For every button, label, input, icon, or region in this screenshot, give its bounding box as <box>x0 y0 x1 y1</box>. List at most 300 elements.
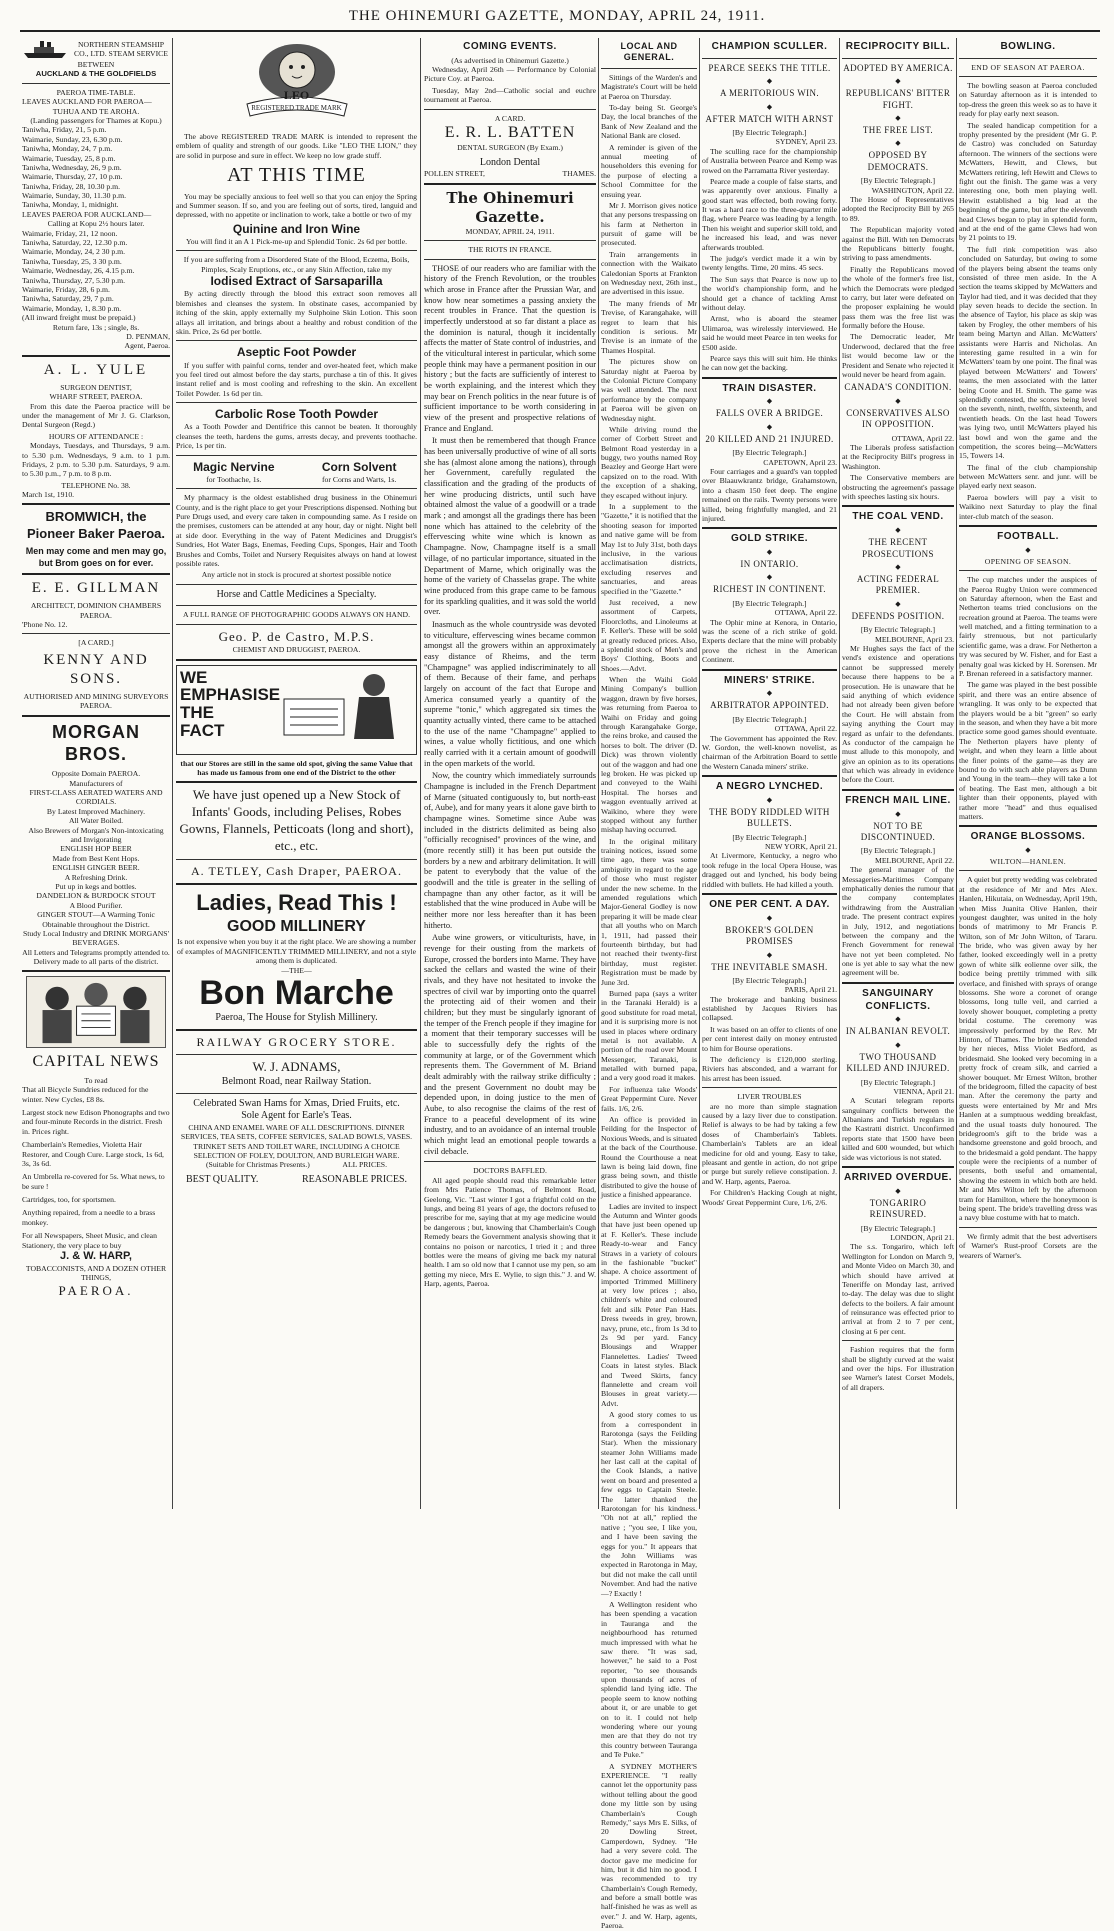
sculler-paragraph: Arnst, who is aboard the steamer Ulimaroa, was wirelessly interviewed. He said he would meet Pearce in ten weeks for £500 aside. <box>702 314 837 352</box>
sail-line: Taniwha, Friday, 28, 10.30 p.m. <box>22 181 121 191</box>
dateline: MELBOURNE, April 23. <box>874 634 954 644</box>
canada-sub: CONSERVATIVES ALSO IN OPPOSITION. <box>846 407 950 430</box>
bon-marche-sub: Paeroa, The House for Stylish Millinery. <box>215 1012 378 1024</box>
train-sub: 20 KILLED AND 21 INJURED. <box>705 433 834 444</box>
presents-row <box>176 1160 417 1169</box>
telegraph-note: [By Electric Telegraph.] <box>732 127 807 137</box>
local-item: A reminder is given of the annual meeting of householders this evening for the purpose of electing a School Committee for the ensuing year. <box>601 142 697 199</box>
pharmacy-text: My pharmacy is the oldest established drug business in the Ohinemuri County, and is the right place to get your Prescriptions dispensed. Nothing but Pure Drugs used, and every care taken in compounding same. As I reside on the premises, customers can be attended at any hour, day or night. Night bell at side door. Everything in the way of Patent Medicines and Druggist's Sundries, Hot Water Bags, Enemas, Feeding Cups, Sponges, Hair and Tooth Brushes and Combs, Toilet and Nursery Requisites always on hand at lowest possible rates. <box>176 493 417 568</box>
emphasise-ad <box>176 665 417 755</box>
divider-diamond: ◆ <box>766 689 773 698</box>
bon-marche: Bon Marche <box>199 974 394 1013</box>
return-line: Waimarie, Friday, 28, 6 p.m. <box>22 284 110 294</box>
timetable-title: PAEROA TIME-TABLE. <box>56 87 136 97</box>
magic-nervine: Magic Nervine <box>193 459 275 474</box>
morgan-line: ENGLISH GINGER BEER. <box>52 863 140 873</box>
corn-solvent: Corn Solvent <box>321 459 397 474</box>
leo-label: LEO <box>283 88 310 102</box>
hacking-cough: For Children's Hacking Cough at night, Woods' Great Peppermint Cure, 1/6, 2/6. <box>702 1188 837 1207</box>
iodised-lead: If you are suffering from a Disordered State of the Blood, Eczema, Boils, Pimples, Scaly Eruptions, etc., or any Skin Affection, take my <box>183 255 410 274</box>
dateline: LONDON, April 21. <box>890 1232 954 1242</box>
divider-diamond: ◆ <box>1025 845 1031 854</box>
divider-diamond: ◆ <box>895 113 901 122</box>
morgan-line: Study Local Industry and DRINK MORGANS' BEVERAGES. <box>23 928 169 948</box>
divider-diamond: ◆ <box>895 599 901 608</box>
morgan-line: ENGLISH HOP BEER <box>60 844 132 854</box>
pollen-street: POLLEN STREET, <box>424 169 485 179</box>
local-item: A good story comes to us from a correspondent in Rarotonga (says the Feilding Star). When the missionary steamer John Williams made her last call at the capital of the Cook Islands, a native went on board and presented a few eggs to Captain Steele. The latter thanked the Rarotongan for his kindness. "Oh not at all," replied the native ; "you see, I like you, and I have been saving the eggs for you." It appears that the John Williams was expected in Rarotonga in May, but did not make the call until November. And had the native—? Exactly ! <box>601 1410 697 1598</box>
kenny-name: KENNY AND SONS. <box>43 651 149 687</box>
divider-diamond: ◆ <box>895 562 901 571</box>
editorial-paragraph: Inasmuch as the whole countryside was devoted to viticulture, effervescing wines became common amongst all the growers within an approximately easy distance of Rheims, and the term "Champagne" was applied indiscriminately to all of them. Because of their fame, and perhaps largely on account of the fact that Europe and America consumed yearly a quantity of the supreme "tonic," which aggregated six times the quantity actually vinted, there came to be attached to the use of the name "Champagne" applied to wines, a value wholly fictitious, and one which really carried with it a certain amount of goodwill in the open markets of the world. <box>424 619 596 768</box>
reciprocity-heading: RECIPROCITY BILL. <box>845 41 951 52</box>
dateline: SYDNEY, April 23. <box>775 137 837 147</box>
local-item: The pictures show on Saturday night at Paeroa by the Colonial Picture Company was well attended. The next performance by the company at Paeroa will be given on Wednesday night. <box>601 357 697 423</box>
orange-paragraph: A quiet but pretty wedding was celebrated at the residence of Mr and Mrs Alex. Hanlen, Hikutaia, on Wednesday, April 19th, when Miss Juanita Olive Hanlen, their youngest daughter, was united in the holy bonds of matrimony to Mr Francis P. Wilton, son of Mr John Wilton, of Tararu. The bride, who was given away by her father, looked exceedingly well in a pretty gown of white silk eolienne over silk, the bodice being prettily trimmed with silk overlace, and finished with sprays of orange blossoms. She wore a coronet of orange blossoms, long tulle veil, and carried a lovely shower bouquet, completing a pretty bridal costume. The ceremony was impressively performed by the Rev. Mr Hinton, of Thames. The bride was attended by her nieces, Miss Violet Bedford, as bridesmaid. She looked very becoming in a pretty frock of cream silk, and carried a shower bouquet. Mr Ernest Wilton, brother of the bridegroom, filled the capacity of best man. After the ceremony the party and guests were entertained by Mr and Mrs Hanlen at a sumptuous wedding breakfast, and the usual toasts duly honoured. The bridegroom's gift to the bride was a handsome greenstone and gold brooch, and to the bridesmaid a gold pendant. The happy couple were the recipients of a number of presents, both useful and ornamental, showing the esteem in which both are held. Mr and Mrs Wilton left by the afternoon tram for Hamilton, where the honeymoon is being spent. The bride's travelling dress was a navy blue costume with hat to match. <box>959 875 1097 1223</box>
miners-sub: ARBITRATOR APPOINTED. <box>710 700 829 711</box>
canada-paragraph: The Liberals profess satisfaction at the Reciprocity Bill's progress in Washington. <box>842 443 954 471</box>
millinery-text: Is not expensive when you buy it at the right place. We are showing a number of examples of MAGNIFICENTLY TRIMMED MILLINERY, and not a style among them is duplicated. <box>176 937 417 966</box>
local-item: A Wellington resident who has been spending a vacation in Tauranga and the neighbourhood has returned much impressed with what he saw there. "It was sad, however," he said to a Post reporter, "to see thousands upon thousands of acres of splendid land lying idle. The people seem to know nothing about it, or are unable to get on to it. I could not help wondering where our young men are that they do not try this country between Tauranga and Te Puke." <box>601 1599 697 1760</box>
column-1 <box>22 38 170 1511</box>
hours-text: Mondays, Tuesdays, and Thursdays, 9 a.m. to 5.30 p.m. Wednesdays, 9 a.m. to 1 p.m. Fridays, 2 p.m. to 5.30 p.m. Saturdays, 9 a.m. to 5.30 p.m., 7 p.m. to 8 p.m. <box>22 441 170 479</box>
route: AUCKLAND & THE GOLDFIELDS <box>35 69 157 79</box>
quinine-heading: Quinine and Iron Wine <box>232 221 361 236</box>
sail-line: Taniwha, Monday, 24, 7 p.m. <box>22 144 113 154</box>
coal-text: Mr Hughes says the fact of the vend's existence and operations cannot be suppressed merely because there happens to be a prosecution. He is unaware that he said anything of which evidence had not already been given before the Court. He will abstain from saying anything the Court may regard as unfair to the defendants. As conductor of the campaign he must allude to this monopoly, and give an opinion as to its operations that which was already in evidence before the Court. <box>842 644 954 785</box>
morgan-line: FIRST-CLASS AERATED WATERS AND CORDIALS. <box>29 788 163 807</box>
emphasise-word: WE <box>180 667 208 687</box>
bowling-sub: END OF SEASON AT PAEROA. <box>971 62 1085 72</box>
negro-sub: THE BODY RIDDLED WITH BULLETS. <box>709 806 830 829</box>
opened-stock: We have just opened up a New Stock of Infants' Goods, including Pelises, Robes Gowns, Flannels, Petticoats (long and short), etc., etc. <box>179 787 414 854</box>
sanguinary-sub: IN ALBANIAN REVOLT. <box>845 1026 951 1037</box>
sanguinary-text: A Scutari telegram reports sanguinary conflicts between the Albanians and Turkish regulars in the Kastratti district. Unconfirmed reports state that 1500 have been killed and 600 wounded, but which side was victorious is not stated. <box>842 1096 954 1162</box>
telegraph-note: [By Electric Telegraph.] <box>732 832 807 842</box>
column-3 <box>424 38 596 1511</box>
reciprocity-sub: ADOPTED BY AMERICA. <box>843 62 953 73</box>
card-label: A CARD. <box>494 113 526 123</box>
carbolic-heading: Carbolic Rose Tooth Powder <box>214 407 379 422</box>
morgan-line: Obtainable throughout the District. <box>42 919 150 929</box>
hours-heading: HOURS OF ATTENDANCE : <box>48 431 144 441</box>
sail-line: Waimarie, Tuesday, 25, 8 p.m. <box>22 153 116 163</box>
percent-paragraph: The deficiency is £120,000 sterling. Riviers has absconded, and a warrant for his arrest has been issued. <box>702 1055 837 1083</box>
reciprocity-paragraph: Finally the Republicans moved the whole of the former's free list, which the Democrats were pledged to carry, but later were defeated on the proposer explaining he would pass them was the free list was formally before the House. <box>842 264 954 331</box>
adnams-address: Belmont Road, near Railway Station. <box>221 1075 372 1087</box>
divider-diamond: ◆ <box>895 139 901 148</box>
column-rule <box>598 38 599 1509</box>
local-item: To-day being St. George's Day, the local branches of the Bank of New Zealand and the National Bank are closed. <box>601 103 697 141</box>
bowling-paragraph: The sealed handicap competition for a trophy presented by the president (Mr G. P. de Castro) was concluded on Saturday afternoon. The winners of the sections were McWatters, Hewitt, and Clews, but McWatters retiring, left Hewitt and Clews to fight out the finish. The game was a very interesting one, both men playing well. Hewitt established a big lead at the beginning of the game, but after the eleventh head Clews began to play in splendid form, and at the end of the game Clews had won by 21 points to 19. <box>959 120 1097 243</box>
harp-title: TOBACCONISTS, AND A DOZEN OTHER THINGS, <box>25 1264 167 1283</box>
liver-text: are no more than simple stagnation caused by a lazy liver due to constipation. Relief is always to be had by taking a few doses of Chamberlain's Tablets. Chamberlain's Tablets are an ideal medicine for old and young. Easy to take, pleasant and gentle in action, do not gripe or purge but surely relieve constipation. J. and W. Harp, agents, Paeroa. <box>702 1101 837 1186</box>
morgan-line: DANDELION & BURDOCK STOUT <box>36 891 156 901</box>
local-item: Burned papa (says a writer in the Taranaki Herald) is a good substitute for road metal, and it is surprising more is not used in places where ordinary metal is not available. A portion of the road over Mount Messenger, Taranaki, is metalled with burned papa, and a very good road it makes. <box>601 988 697 1083</box>
kenny-title: AUTHORISED AND MINING SURVEYORS PAEROA. <box>23 691 169 711</box>
doctors-text: All aged people should read this remarkable letter from Mrs Patience Thomas, of Belmont Road, Geelong, Vic. "Last winter I got a frightful cold on the lungs, and being 81 years of age, the doctors refused to prescribe for me, saying that at my age medicine would be dangerous ; but, knowing that Chamberlain's Cough Remedy bears the Government analysis showing that it contains no poison or narcotics, I tried it ; and three bottles were the means of giving me back my natural health. I am so old now that I cannot use my pen, so am getting my niece, Mrs E. Wylie, to sign this." J. and W. Harp, agents, Paeroa. <box>424 1175 596 1289</box>
railway-grocery: RAILWAY GROCERY STORE. <box>196 1035 397 1050</box>
column-6 <box>842 38 954 1511</box>
telegraph-note: [By Electric Telegraph.] <box>732 714 807 724</box>
reciprocity-paragraph: The Democratic leader, Mr Underwood, declared that the free list would become law or the President and Senate who rejected it would never be heard from again. <box>842 332 954 380</box>
quality-row <box>176 1174 417 1187</box>
harp-name: J. & W. HARP, <box>60 1250 132 1263</box>
emphasise-word: EMPHASISE <box>180 685 281 705</box>
coal-heading: THE COAL VEND. <box>852 511 944 523</box>
liver-heading: LIVER TROUBLES <box>737 1092 802 1102</box>
riots-heading: THE RIOTS IN FRANCE. <box>468 245 552 255</box>
telephone: TELEPHONE No. 38. <box>61 480 131 490</box>
coming-event: Wednesday, April 26th — Performance by Colonial Picture Coy. at Paeroa. <box>424 65 596 84</box>
batten-title: DENTAL SURGEON (By Exam.) <box>457 143 563 153</box>
doctors-heading: DOCTORS BAFFLED. <box>473 1166 547 1176</box>
the-label: —THE— <box>281 965 312 975</box>
dateline: OTTAWA, April 22. <box>774 724 837 734</box>
tuhua: TUHUA AND TE AROHA. <box>52 106 140 116</box>
freight-note: (All inward freight must be prepaid.) <box>22 313 136 323</box>
local-item: In the original military training notices, issued some time ago, there was some ambiguity in regard to the age of those who must register under the new scheme. In the amended regulations which Major-General Godley is now preparing it will be made clear that all youths who on March 1, 1911, had passed their fourteenth birthday, but had not reached their twenty-first birthday, must register. Registration must be made by June 3rd. <box>601 836 697 987</box>
return-line: Taniwha, Saturday, 29, 7 p.m. <box>22 294 114 304</box>
emphasise-word: THE <box>180 703 214 723</box>
yule-name: A. L. YULE <box>43 361 149 378</box>
dateline: NEW YORK, April 21. <box>765 842 837 852</box>
reciprocity-paragraph: The House of Representatives adopted the Reciprocity Bill by 265 to 89. <box>842 195 954 223</box>
orange-sub: WILTON—HANLEN. <box>989 856 1067 866</box>
divider-diamond: ◆ <box>766 573 773 582</box>
yule-text: From this date the Paeroa practice will be under the management of Mr J. G. Clarkson, Dental Surgeon (Regd.) <box>22 401 170 430</box>
canada-paragraph: The Conservative members are obstructing the agreement's passage with speeches lasting six hours. <box>842 473 954 502</box>
column-rule <box>172 38 173 1509</box>
mail-text: The general manager of the Messageries-Maritimes Company emphatically denies the rumour that the company contemplates withdrawing from the Australian trade. The present contract expires in July, 1912, and negotiations between the company and the French Government for renewal have not yet been completed. No one is yet able to say what the new agreement will be. <box>842 865 954 978</box>
return-line: Waimarie, Monday, 24, 2 30 p.m. <box>22 247 126 257</box>
dateline: MELBOURNE, April 22. <box>874 855 954 865</box>
return-line: Waimarie, Monday, 1, 8.30 p.m. <box>22 303 122 313</box>
telegraph-note: [By Electric Telegraph.] <box>860 625 936 635</box>
bowling-heading: BOWLING. <box>1000 41 1056 52</box>
morgan-line: GINGER STOUT—A Warming Tonic <box>37 910 155 920</box>
emphasise-headline <box>180 667 281 751</box>
percent-heading: ONE PER CENT. A DAY. <box>709 898 830 910</box>
miners-heading: MINERS' STRIKE. <box>724 674 815 686</box>
kopu-note: Calling at Kopu 2½ hours later. <box>47 219 145 229</box>
morgan-line: Manufacturers of <box>69 778 123 788</box>
dateline: OTTAWA, April 22. <box>774 608 837 618</box>
card-label: [A CARD.] <box>78 638 114 648</box>
sanguinary-sub: TWO THOUSAND KILLED AND INJURED. <box>846 1051 950 1074</box>
harp-town: PAEROA. <box>58 1282 134 1298</box>
iodised-text: By acting directly through the blood this extract soon removes all blemishes and cleanses the system. In obstinate cases, accompanied by itching of the skin, apply externally my Sulphoine Skin Lotion. This soon allays all irritation, and brings about a healthy and robust condition of the skin. Price, 2s 6d per bottle. <box>176 289 417 336</box>
return-line: Taniwha, Tuesday, 25, 3 30 p.m. <box>22 256 122 266</box>
all-prices: ALL PRICES. <box>342 1160 387 1170</box>
gillman-title: ARCHITECT, DOMINION CHAMBERS PAEROA. <box>30 601 162 620</box>
trademark-label: REGISTERED TRADE MARK <box>251 104 342 112</box>
divider-diamond: ◆ <box>895 396 901 405</box>
sail-line: Taniwha, Monday, 1, midnight. <box>22 200 119 210</box>
bowling-paragraph: The bowling season at Paeroa concluded on Saturday afternoon as it is intended to top-dress the green this week so as to have it ready for play early next season. <box>959 81 1097 119</box>
good-millinery: GOOD MILLINERY <box>227 918 366 936</box>
london-dental: London Dental <box>479 156 541 168</box>
column-2 <box>176 38 417 1511</box>
telegraph-note: [By Electric Telegraph.] <box>732 448 807 458</box>
divider-diamond: ◆ <box>895 1186 901 1195</box>
return-times <box>22 229 170 314</box>
percent-paragraph: It was based on an offer to clients of one per cent interest daily on money entrusted to him for Bourse operations. <box>702 1024 837 1053</box>
yule-date: March 1st, 1910. <box>22 490 75 500</box>
local-item: In a supplement to the "Gazette," it is notified that the shooting season for imported and native game will be from May 1st to July 31st, both days inclusive, in the various acclimatisation districts, excluding reserves and sanctuaries, and areas specified in the "Gazette." <box>601 502 697 596</box>
football-paragraph: The cup matches under the auspices of the Paeroa Rugby Union were commenced on Saturday afternoon, when the East and Netherton teams tried conclusions on the recreation ground at Paeroa. The teams were well matched, and a fitting termination to a fairly strenuous, but not particularly scientific game, was a draw. For Netherton a try was secured by W. Fisher, and for East a penalty goal was kicked by H. Sorensen. Mr P. Brenan refereed in a satisfactory manner. <box>959 575 1097 679</box>
masthead-rule <box>20 30 1100 32</box>
coal-sub: DEFENDS POSITION. <box>851 610 945 621</box>
local-item: Mr J. Morrison gives notice that any persons trespassing on his farm at Netherton in pursuit of game will be prosecuted. <box>601 200 697 248</box>
sculler-paragraph: Pearce made a couple of false starts, and was apparently over anxious. Finally a good start was effected, both rowing forty. It was a hard race to the three-quarter mile flag, where Pearce was leading by a length. Then his weight and superior skill told, and he increased his lead, and was never afterwards troubled. <box>702 176 837 252</box>
bowling-paragraph: The full rink competition was also concluded on Saturday, but owing to some of the players being absent the teams only consisted of three men aside. In the A section the teams skipped by McWatters and Taylor had tied, and it was decided that they play seven heads to decide the section. In the absence of Taylor, his place as skip was taken by Frogley, the other members of his team being Martyn and Allan. McWatters' assistants were Harris and Nicholas. An interesting game resulted in a win for McWatters' team by one point. The final was played between McWatters' and Towers' teams, the men associated with the latter being Coote and H. Smith. The game was splendidly contested, the scores being level on the seventh, ninth, twelfth, sixteenth, and twentieth heads. On the last head Towers was lying two, until McWatters played his last bowl and won the game and the competition, the scores being—McWatters 15, Towers 14. <box>959 244 1097 461</box>
dateline: CAPETOWN, April 23. <box>763 457 837 467</box>
yule-address: WHARF STREET, PAEROA. <box>49 392 143 402</box>
reciprocity-paragraph: The Republican majority voted against the Bill. With ten Democrats the Republicans bitterly fought, striving to pass amendments. <box>842 225 954 263</box>
bowling-paragraph: The final of the club championship between McWatters senr. and junr. will be played early next season. <box>959 462 1097 491</box>
arrived-sub: TONGARIRO REINSURED. <box>869 1197 927 1220</box>
dateline: WASHINGTON, April 22. <box>871 185 954 195</box>
local-item: The many friends of Mr Trevise, of Karangahake, will regret to learn that his condition is serious. Mr Trevise is an inmate of the Thames Hospital. <box>601 298 697 355</box>
newspaper-readers-illustration <box>26 976 166 1048</box>
arrived-text: The s.s. Tongariro, which left Wellington for London on March 9, and Monte Video on March 30, and which should have arrived at Teneriffe on Monday last, arrived to-day. The delay was due to slight defects to the boilers. A fair amount of reinsurance was effected prior to arrival at from 2 to 7 per cent, closing at 6 per cent. <box>842 1242 954 1336</box>
percent-sub: THE INEVITABLE SMASH. <box>711 961 828 972</box>
canada-sub: CANADA'S CONDITION. <box>844 382 952 393</box>
column-rule <box>839 38 840 1509</box>
between-label: BETWEEN <box>77 60 115 69</box>
leaves-auckland: LEAVES AUCKLAND FOR PAEROA— <box>22 97 152 107</box>
mail-sub: NOT TO BE DISCONTINUED. <box>860 820 936 842</box>
agent-title: Agent, Paeroa. <box>124 341 170 351</box>
divider-diamond: ◆ <box>766 77 773 86</box>
column-7 <box>959 38 1097 1511</box>
sail-line: Waimarie, Thursday, 27, 10 p.m. <box>22 172 123 182</box>
gillman-name: E. E. GILLMAN <box>31 580 161 597</box>
reciprocity-sub: THE FREE LIST. <box>862 124 934 135</box>
football-paragraph: The game was played in the best possible spirit, and there was an entire absence of wrangling. It was only to be expected that the players would be a bit "green" so early in the season, and when they have a bit more practice some good games should eventuate. The Netherton players have plenty of weight, and when they learn a little about the finer points of the game—as they are bound to do with such able players as Dunn and Young in the team—they will take a lot of beating. The East men, although a bit lighter than their opponents, played with rather more "head" and thus equalised matters. <box>959 680 1097 821</box>
divider-diamond: ◆ <box>766 913 773 922</box>
morgan-line: Made from Best Kent Hops. <box>52 853 140 863</box>
trinket-sets: TRINKET SETS AND TOILET WARE, INCLUDING A CHOICE SELECTION OF FOLEY, DOULTON, AND BURLEIGH WARE. <box>193 1141 400 1161</box>
editorial-paragraph: Now, the country which immediately surrounds Champagne is included in the French Department of Marne (situated contiguously to, but north-east of, Aube), and for many years it alone gave birth to champagne wines. Sometime since Aube was included in the districts delimited as being also "officially recognised" provinces of the wine, and (more recently still) it has been put outside the borders by a new and arbitrary delimitation. It will be patent to everybody that the value of the goodwill and the title is greater in the selling of champagne than any other factor, as it will be established that the wine produced in Aube will be neither more nor less hereafter than it has been hitherto. <box>424 771 596 930</box>
gillman-phone: 'Phone No. 12. <box>22 619 68 629</box>
return-line: Taniwha, Saturday, 22, 12.30 p.m. <box>22 238 128 248</box>
coming-events-sub: (As advertised in Ohinemuri Gazette.) <box>451 55 569 65</box>
best-quality: BEST QUALITY. <box>186 1173 259 1185</box>
emphasise-text: that our Stores are still in the same old spot, giving the same Value that has made us famous from one end of the District to the other <box>180 758 413 778</box>
sanguinary-heading: SANGUINARY CONFLICTS. <box>862 987 934 1012</box>
capital-news: CAPITAL NEWS <box>32 1053 160 1071</box>
local-item: Just received, a new assortment of Carpets, Floorcloths, and Linoleums at F. Keller's. These will be sold at greatly reduced prices. Also, a splendid stock of Men's and Boys' Clothing, Boots and Shoes.—Advt. <box>601 597 697 673</box>
gold-text: The Ophir mine at Kenora, in Ontario, was the scene of a rich strike of gold. Experts declare that the mine will probably prove the richest in the American Continent. <box>702 617 837 665</box>
sculler-paragraph: The sculling race for the championship of Australia between Pearce and Kemp was rowed on the Parramatta River yesterday. <box>702 146 837 175</box>
arrived-heading: ARRIVED OVERDUE. <box>843 1172 952 1184</box>
local-general-heading: LOCAL AND GENERAL. <box>620 41 678 63</box>
editorial-paragraph: It must then be remembered that though France has been universally productive of wine of all sorts she has (almost alone among the nations), through her Government, carefully regulated the classification and the grading of the products of her wine producing districts, until such have obtained almost the value of a goodwill or a trade mark ; and amongst all the gradings there has been none which has attained to the celebrity of the effervescing white wine which is known as Champagne. Now, Champagne itself is a small village, of no particular importance, situated in the Department of Marne, which originally was the home of the variety of Chasselas grape. The white wine produced from this grape came to be famous for its sparkling qualities, and it was sold the world over. <box>424 436 596 617</box>
editorial-paragraph: THOSE of our readers who are familiar with the history of the French Revolution, or the troubles which arose in France after the Prussian War, and know how near sometimes a passing anxiety the recent troubles in France. That the question is imperfectly understood at so far distant a place as the dominion is natural, though it incidentally affects the matter of State control of industries, and of the viticultural interest in particular, which some people think may have a permanent position in our history ; but the facts are sufficiently of interest to be worth explaining, and the interest which they may bear on French politics in the near future is of sufficient importance to be worth considering in view of the present and prospective relations of France and England. <box>424 263 596 433</box>
return-line: Waimarie, Friday, 21, 12 noon. <box>22 228 118 238</box>
quinine-text: You will find it an A 1 Pick-me-up and Splendid Tonic. 2s 6d per bottle. <box>185 236 408 246</box>
divider-diamond: ◆ <box>766 950 773 959</box>
capital-line: Largest stock new Edison Phonographs and two and four-minute Records in the district. Fresh in. Prices right. <box>22 1107 170 1136</box>
sculler-sub: AFTER MATCH WITH ARNST <box>705 113 834 124</box>
nervine-corn-row <box>176 460 417 485</box>
yule-title: SURGEON DENTIST, <box>60 382 132 392</box>
column-rule <box>699 38 700 1509</box>
leo-trademark <box>176 38 417 132</box>
magic-nervine-sub: for Toothache, 1s. <box>206 474 262 484</box>
sail-line: Taniwha, Friday, 21, 5 p.m. <box>22 125 107 135</box>
sail-line: Waimarie, Sunday, 30, 11.30 p.m. <box>22 191 127 201</box>
dateline: VIENNA, April 21. <box>893 1086 954 1096</box>
bromwich-tagline: Men may come and men may go, but Brom goes on for ever. <box>25 546 167 568</box>
emphasise-word: FACT <box>180 721 225 741</box>
divider-diamond: ◆ <box>895 77 901 86</box>
sculler-heading: CHAMPION SCULLER. <box>711 41 828 52</box>
gazette-title: The Ohinemuri Gazette. <box>446 188 574 226</box>
dateline: PARIS, April 21. <box>784 985 837 995</box>
christmas-note: (Suitable for Christmas Presents.) <box>206 1160 310 1170</box>
train-text: Four carriages and a guard's van toppled over Blaauwkrantz bridge, Grahamstown, into a chasm 150 feet deep. The engine remained on the rails. Twenty persons were killed, being frightfully mangled, and 21 injured. <box>702 467 837 523</box>
reasonable-prices: REASONABLE PRICES. <box>301 1173 407 1185</box>
capital-line: Chamberlain's Remedies, Violetta Hair Restorer, and Cough Cure. Large stock, 1s 6d, 3s, 3s 6d. <box>22 1140 164 1168</box>
sculler-paragraph: Pearce says this will suit him. He thinks he can now get the backing. <box>702 353 837 373</box>
carbolic-text: As a Tooth Powder and Dentifrice this cannot be beaten. It thoroughly cleanses the teeth, hardens the gums, arrests decay, and prevents toothache. Price, 1s per tin. <box>176 422 417 451</box>
local-item: Ladies are invited to inspect the Autumn and Winter goods that have just been opened up at F. Keller's. These include Ready-to-wear and Fancy Straws in a variety of colours in the fashionable "bucket" shape. A choice assortment of imported Trimmed Millinery at very low prices ; also, children's white and coloured felt and silk Peter Pan Hats. Dress tweeds in grey, brown, navy, prune, etc., from 1s 3d to 2s 9d per yard. Fancy Blousings and Wrapper Flannelettes. Ladies' Tweed Coats in latest styles. Black and Tweed Skirts, fancy flannelette and cream voil Blouses in great variety.—Advt. <box>601 1201 697 1408</box>
landing-note: (Landing passengers for Thames at Kopu.) <box>30 115 162 125</box>
football-heading: FOOTBALL. <box>997 531 1059 543</box>
local-item: An office is provided in Feilding for the Inspector of Noxious Weeds, and is situated at the back of the Courthouse. Round the Courthouse a neat lawn is being laid down, fine grass being sown, and thistle distributed to give the house of justice a finished appearance. <box>601 1115 697 1200</box>
morgan-line: All Letters and Telegrams promptly attended to. <box>22 947 170 957</box>
agent-name: D. PENMAN, <box>126 331 170 341</box>
morgan-line: A Refreshing Drink. <box>64 872 128 882</box>
chemist-label: CHEMIST AND DRUGGIST, PAEROA. <box>232 645 361 655</box>
divider-diamond: ◆ <box>766 548 773 557</box>
return-line: Waimarie, Wednesday, 26, 4.15 p.m. <box>22 266 135 276</box>
morgan-list <box>22 779 170 967</box>
batten-address <box>424 169 596 178</box>
return-line: Taniwha, Thursday, 27, 5.30 p.m. <box>22 275 126 285</box>
capital-line: An Umbrella re-covered for 5s. What news, to be sure ! <box>22 1172 165 1191</box>
merchant-illustration <box>274 669 409 751</box>
leo-text: The above REGISTERED TRADE MARK is intended to represent the emblem of quality and strength of our goods. Like "LEO THE LION," they are solid in purpose and sure in effect. We keep no low grade stuff. <box>176 132 417 160</box>
capital-line: Cartridges, too, for sportsmen. <box>22 1195 116 1205</box>
sculler-sub: PEARCE SEEKS THE TITLE. <box>708 62 831 73</box>
sculler-paragraph: The judge's verdict made it a win by twenty lengths. Time, 20 mins. 45 secs. <box>702 254 837 273</box>
negro-text: At Livermore, Kentucky, a negro who took refuge in the local Opera House, was dragged out and lynched, his body being riddled with bullets. He had killed a youth. <box>702 851 837 889</box>
local-item: While driving round the corner of Corbett Street and Belmont Road yesterday in a buggy, two youths named Roy Beazley and George Hart were capsized on to the road. With the exception of a shaking, they escaped without injury. <box>601 424 697 500</box>
percent-sub: BROKER'S GOLDEN PROMISES <box>725 924 814 947</box>
coming-event: Tuesday, May 2nd—Catholic social and euchre tournament at Paeroa. <box>424 85 596 105</box>
column-5 <box>702 38 837 1511</box>
morgan-line: Delivery made to all parts of the district. <box>33 957 159 967</box>
football-sub: OPENING OF SEASON. <box>984 556 1072 566</box>
reciprocity-sub: REPUBLICANS' BITTER FIGHT. <box>845 88 951 110</box>
coal-sub: ACTING FEDERAL PREMIER. <box>856 573 940 596</box>
iodised-heading: Iodised Extract of Sarsaparilla <box>210 274 383 289</box>
divider-diamond: ◆ <box>895 1015 901 1024</box>
at-this-time-text: You may be specially anxious to feel well so that you can enjoy the Spring and Summer season. If so, and you are feeling out of sorts, tired, languid and depressed, with no appetite or inclination to work, take a bottle or two of my <box>176 191 417 220</box>
divider-diamond: ◆ <box>766 795 773 804</box>
coming-events-heading: COMING EVENTS. <box>463 41 557 52</box>
swan-hams: Celebrated Swan Hams for Xmas, Dried Fruits, etc. <box>193 1097 400 1109</box>
thames: THAMES. <box>562 169 596 179</box>
telegraph-note: [By Electric Telegraph.] <box>732 598 807 608</box>
sail-times <box>22 125 170 210</box>
horse-medicines: Horse and Cattle Medicines a Specialty. <box>216 588 377 600</box>
local-item: When the Waihi Gold Mining Company's bullion waggon, drawn by five horses, was returning from Paeroa to Waihi on Friday and going through Karangahake Gorge, the reins broke, and caused the horses to bolt. The driver (D. Dick) was thrown violently out of the waggon and had one leg broken. He was picked up and conveyed to the Waihi Hospital. The horses and waggon eventually arrived at Waikino, where they were stopped without any further mishap having occurred. <box>601 675 697 835</box>
percent-paragraph: The brokerage and banking business established by Jacques Riviers has collapsed. <box>702 994 837 1023</box>
sail-line: Taniwha, Wednesday, 26, 9 p.m. <box>22 162 122 172</box>
sculler-paragraph: The Sun says that Pearce is now up to the world's championship form, and he should get a chance of tackling Arnst without delay. <box>702 274 837 312</box>
capital-list <box>22 1076 170 1250</box>
divider-diamond: ◆ <box>895 1040 901 1049</box>
mail-heading: FRENCH MAIL LINE. <box>845 794 951 806</box>
photographic: A FULL RANGE OF PHOTOGRAPHIC GOODS ALWAYS ON HAND. <box>182 610 410 620</box>
miners-text: The Government has appointed the Rev. W. Gordon, the well-known novelist, as chairman of the Arbitration Board to settle the Western Canada miners' strike. <box>702 733 837 771</box>
divider-diamond: ◆ <box>766 102 773 111</box>
fashion-note: Fashion requires that the form shall be slightly curved at the waist and over the hips. For illustration see Warner's latest Corset Models, of all drapers. <box>842 1345 954 1392</box>
gazette-date: MONDAY, APRIL 24, 1911. <box>465 226 555 236</box>
masthead: THE OHINEMURI GAZETTE, MONDAY, APRIL 24, 1911. <box>348 8 766 24</box>
capital-line: That all Bicycle Sundries reduced for the winter. New Cycles, £8 8s. <box>22 1085 149 1104</box>
sail-line: Waimarie, Sunday, 23, 6.30 p.m. <box>22 134 123 144</box>
divider-diamond: ◆ <box>1025 545 1031 554</box>
gold-sub: RICHEST IN CONTINENT. <box>713 584 826 595</box>
at-this-time: AT THIS TIME <box>227 164 366 187</box>
coal-sub: THE RECENT PROSECUTIONS <box>862 537 934 559</box>
bowling-paragraph: Paeroa bowlers will pay a visit to Waikino next Saturday to play the final inter-club match of the season. <box>959 492 1097 521</box>
dateline: OTTAWA, April 22. <box>891 433 954 443</box>
stock-note: Any article not in stock is procured at shortest possible notice <box>201 570 392 580</box>
warner-note: We firmly admit that the best advertisers of Warner's Rust-proof Corsets are the wearers of Warner's. <box>959 1231 1097 1260</box>
local-item: For influenza take Woods' Great Peppermint Cure. Never fails. 1/6, 2/6. <box>601 1084 697 1113</box>
telegraph-note: [By Electric Telegraph.] <box>860 1223 936 1233</box>
local-item: A SYDNEY MOTHER'S EXPERIENCE. "I really cannot let the opportunity pass without telling about the good done my little son by using Chamberlain's Cough Remedy," says Mrs E. Silks, of 20 Dowling Street, Camperdown, Sydney. "He had a very severe cold. The doctor gave me medicine for him, but it did him no good. I was recommended to try Chamberlain's Cough Remedy, and before a small bottle was half-finished he was as well as ever." J. and W. Harp, agents, Paeroa. <box>601 1761 697 1931</box>
steamship-header <box>22 38 170 60</box>
column-rule <box>956 38 957 1509</box>
gold-sub: IN ONTARIO. <box>740 559 799 570</box>
capital-line: For all Newspapers, Sheet Music, and clean Stationery, the very place to buy <box>22 1231 157 1250</box>
orange-heading: ORANGE BLOSSOMS. <box>970 831 1086 843</box>
train-heading: TRAIN DISASTER. <box>722 382 817 394</box>
column-rule <box>420 38 421 1509</box>
steamship-icon <box>22 38 68 60</box>
morgan-name: MORGAN BROS. <box>52 721 140 765</box>
divider-diamond: ◆ <box>766 397 773 406</box>
morgan-line: All Water Boiled. <box>68 816 124 826</box>
aseptic-heading: Aseptic Foot Powder <box>236 345 357 360</box>
divider-diamond: ◆ <box>766 422 773 431</box>
gold-heading: GOLD STRIKE. <box>730 533 809 545</box>
morgan-address: Opposite Domain PAEROA. <box>51 769 141 779</box>
telegraph-note: [By Electric Telegraph.] <box>860 846 936 856</box>
telegraph-note: [By Electric Telegraph.] <box>860 1077 936 1087</box>
china-ware: CHINA AND ENAMEL WARE OF ALL DESCRIPTIONS. DINNER SERVICES, TEA SETS, COFFEE SERVICES, SALAD BOWLS, VASES. <box>180 1122 413 1142</box>
telegraph-note: [By Electric Telegraph.] <box>860 176 936 186</box>
fares: Return fare, 13s ; single, 8s. <box>52 322 140 332</box>
capital-line: To read <box>84 1075 108 1085</box>
tetley: A. TETLEY, Cash Draper, PAEROA. <box>191 863 402 878</box>
corn-solvent-sub: for Corns and Warts, 1s. <box>321 474 397 484</box>
aseptic-text: If you suffer with painful corns, tender and over-heated feet, which make you feel tired out almost before the day starts, purchase a tin of this. It gives instant relief and is most cooling and refreshing to the skin. An excellent Toilet Powder. 1s 6d per tin. <box>176 360 417 398</box>
morgan-line: Also Brewers of Morgan's Non-intoxicating and Invigorating <box>28 825 164 845</box>
column-4 <box>601 38 697 1931</box>
steamship-title: NORTHERN STEAMSHIP CO., LTD. STEAM SERVICE <box>74 39 168 58</box>
bromwich-title: BROMWICH, the Pioneer Baker Paeroa. <box>26 509 166 542</box>
de-castro: Geo. P. de Castro, M.P.S. <box>218 628 375 644</box>
